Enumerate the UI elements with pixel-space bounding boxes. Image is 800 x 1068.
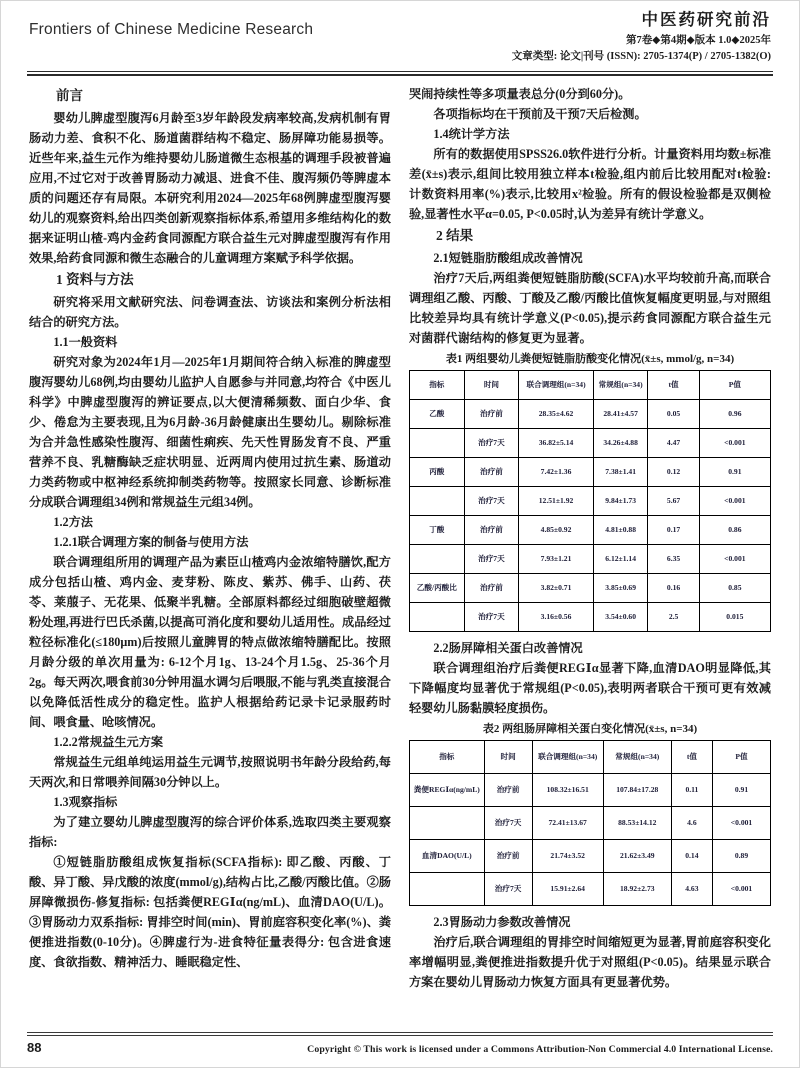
table-row	[410, 486, 771, 515]
footer-row	[27, 1040, 773, 1055]
table-cell: 0.91	[713, 773, 771, 806]
paragraph: ①短链脂肪酸组成恢复指标(SCFA指标): 即乙酸、丙酸、丁酸、异丁酸、异戊酸的浓度(mmol/g),结构占比,乙酸/丙酸比值。②肠屏障微损伤-修复指标: 包括粪便REGⅠα(ng/mL)、血清DAO(U/L)。③胃肠动力双系指标: 胃排空时间(min)、胃前庭容积变化率(%)、粪便推进指数(0-10分)。④脾虚行为-进食特征量表得分: 包含进食速度、食欲指数、精神活力、睡眠稳定性、	[29, 854, 391, 969]
table-cell: 6.12±1.14	[593, 544, 648, 573]
table-cell: 108.32±16.51	[532, 773, 603, 806]
table-cell: 28.41±4.57	[593, 399, 648, 428]
table-cell: 15.91±2.64	[532, 872, 603, 905]
table-cell: 治疗7天	[464, 544, 519, 573]
paragraph: 治疗后,联合调理组的胃排空时间缩短更为显著,胃前庭容积变化率增幅明显,粪便推进指数提升优于对照组(P<0.05)。结果显示联合方案在婴幼儿胃肠动力恢复方面具有更显著优势。	[409, 934, 771, 989]
column-header: 指标	[410, 370, 465, 399]
page-header	[1, 1, 799, 65]
paragraph: 联合调理组所用的调理产品为素臣山楂鸡内金浓缩特膳饮,配方成分包括山楂、鸡内金、麦芽粉、陈皮、紫苏、佛手、山药、茯苓、莱菔子、无花果、低聚半乳糖。全部原料都经过细胞破壁超微粉处理,再进行巴氏杀菌,以提高可消化度和婴幼儿适用性。成品经过粒径标准化(≤180μm)后按照儿童脾胃的特点做浓缩特膳配比。按照月龄分级的单次用量为: 6-12个月1g、13-24个月1.5g、25-36个月2g。每天两次,喂食前30分钟用温水调匀后喂服,不能与乳类直接混合以免降低活性成分的稳定性。监护人根据给药记录卡记录服药时间、喂食量、呛咳情况。	[29, 554, 391, 729]
table-cell: 2.5	[648, 602, 699, 631]
paragraph: 治疗7天后,两组粪便短链脂肪酸(SCFA)水平均较前升高,而联合调理组乙酸、丙酸、丁酸及乙酸/丙酸比值恢复幅度更明显,与对照组比较差异均具有统计学意义(P<0.05),提示药食同源配方联合益生元对菌群代谢结构的修复更为显著。	[409, 270, 771, 345]
paragraph: 为了建立婴幼儿脾虚型腹泻的综合评价体系,选取四类主要观察指标:	[29, 814, 391, 849]
table-cell: 21.62±3.49	[603, 839, 671, 872]
column-header: P值	[713, 740, 771, 773]
table-cell: 治疗7天	[464, 428, 519, 457]
table-caption: 表1 两组婴幼儿粪便短链脂肪酸变化情况(x̄±s, mmol/g, n=34)	[445, 352, 735, 365]
page-number: 88	[27, 1040, 42, 1055]
table-cell: 4.47	[648, 428, 699, 457]
table-cell: 治疗前	[464, 399, 519, 428]
table-cell: 丙酸	[410, 457, 465, 486]
right-column	[409, 84, 771, 1022]
table-row	[410, 428, 771, 457]
table-row	[410, 544, 771, 573]
table-cell: 3.82±0.71	[519, 573, 594, 602]
table-cell: 34.26±4.88	[593, 428, 648, 457]
column-header: 常规组(n=34)	[603, 740, 671, 773]
table-cell: 治疗前	[484, 773, 532, 806]
table-cell: 治疗7天	[484, 872, 532, 905]
subsection-heading: 2.2肠屏障相关蛋白改善情况	[433, 640, 583, 655]
table-row	[410, 872, 771, 905]
table-cell: 0.86	[699, 515, 770, 544]
column-header: 时间	[464, 370, 519, 399]
column-header: 指标	[410, 740, 485, 773]
table-cell: 3.54±0.60	[593, 602, 648, 631]
column-header: t值	[671, 740, 712, 773]
table-cell	[410, 872, 485, 905]
table-cell: 0.015	[699, 602, 770, 631]
table-cell: 7.38±1.41	[593, 457, 648, 486]
table-cell: 88.53±14.12	[603, 806, 671, 839]
section-heading: 前言	[56, 87, 83, 103]
subsection-heading: 1.3观察指标	[53, 794, 118, 809]
journal-title-en: Frontiers of Chinese Medicine Research	[29, 21, 314, 38]
paragraph: 所有的数据使用SPSS26.0软件进行分析。计量资料用均数±标准差(x̄±s)表示,组间比较用独立样本t检验,组内前后比较用配对t检验: 计数资料用率(%)表示,比较用x²检验。所有的假设检验都是双侧检验,显著性水平α=0.05, P<0.05时,认为差异有统计学意义。	[409, 146, 771, 221]
table-cell: 4.85±0.92	[519, 515, 594, 544]
subsection-heading: 1.2.1联合调理方案的制备与使用方法	[53, 534, 249, 549]
table-cell: 治疗7天	[484, 806, 532, 839]
table-cell: 36.82±5.14	[519, 428, 594, 457]
column-header: 时间	[484, 740, 532, 773]
table-cell	[410, 806, 485, 839]
section-heading: 2 结果	[436, 227, 474, 243]
table-cell: 9.84±1.73	[593, 486, 648, 515]
column-header: P值	[699, 370, 770, 399]
table-cell: 0.05	[648, 399, 699, 428]
table-cell	[410, 428, 465, 457]
table-header-row	[410, 370, 771, 399]
table-cell: 4.6	[671, 806, 712, 839]
column-header: 常规组(n=34)	[593, 370, 648, 399]
table-cell: 治疗前	[464, 515, 519, 544]
table-row	[410, 457, 771, 486]
paragraph: 联合调理组治疗后粪便REGⅠα显著下降,血清DAO明显降低,其下降幅度均显著优于常规组(P<0.05),表明两者联合干预可更有效减轻婴幼儿肠黏膜轻度损伤。	[409, 660, 771, 715]
table-cell: 0.12	[648, 457, 699, 486]
table-cell: <0.001	[699, 544, 770, 573]
table-cell: <0.001	[713, 872, 771, 905]
table-cell: 0.91	[699, 457, 770, 486]
paragraph-continued: 哭闹持续性等多项量表总分(0分到60分)。	[409, 86, 631, 101]
paragraph: 各项指标均在干预前及干预7天后检测。	[433, 106, 647, 121]
table-cell: 治疗前	[464, 457, 519, 486]
table-cell: 乙酸/丙酸比	[410, 573, 465, 602]
table-row	[410, 806, 771, 839]
table-cell	[410, 486, 465, 515]
paragraph: 婴幼儿脾虚型腹泻6月龄至3岁年龄段发病率较高,发病机制有胃肠动力差、食积不化、肠道菌群结构不稳定、肠屏障功能易损等。近些年来,益生元作为维持婴幼儿肠道微生态根基的调理手段被普遍应用,不过它对于改善胃肠动力减退、进食不佳、腹泻频仍等脾虚本质的问题还存有局限。本研究利用2024—2025年68例脾虚型腹泻婴幼儿的观察资料,给出四类创新观察指标体系,希望用多维结构化的数据来证明山楂-鸡内金药食同源配方联合益生元对脾虚型腹泻有作用效果,给药食同源和微生态融合的儿童调理方案赋予科学依据。	[29, 110, 391, 265]
table-cell: 28.35±4.62	[519, 399, 594, 428]
table-cell: 3.85±0.69	[593, 573, 648, 602]
subsection-heading: 2.1短链脂肪酸组成改善情况	[433, 250, 583, 265]
subsection-heading: 1.2.2常规益生元方案	[53, 734, 164, 749]
page-footer	[27, 1032, 773, 1055]
footer-divider	[27, 1032, 773, 1036]
table-cell: 7.42±1.36	[519, 457, 594, 486]
table-cell: 4.81±0.88	[593, 515, 648, 544]
paragraph: 研究对象为2024年1月—2025年1月期间符合纳入标准的脾虚型腹泻婴幼儿68例,均由婴幼儿监护人自愿参与并同意,均符合《中医儿科学》中脾虚型腹泻的辨证要点,以大便清稀频数、面白少华、食少、倦怠为主要表现,且为6月龄-36月龄健康出生婴幼儿。剔除标准为合并急性感染性腹泻、细菌性痢疾、先天性胃肠发育不良、严重营养不良、乳糖酶缺乏症状明显、近两周内使用过抗生素、肠道动力类药物或中枢神经系统抑制类药物等。按照家长同意、诊断标准分成联合调理组34例和常规益生元组34例。	[29, 354, 391, 509]
table-cell: 治疗7天	[464, 486, 519, 515]
copyright-notice: Copyright © This work is licensed under a Commons Attribution-Non Commercial 4.0 International License.	[307, 1044, 773, 1055]
table-row	[410, 602, 771, 631]
table-cell: 18.92±2.73	[603, 872, 671, 905]
table-cell: 5.67	[648, 486, 699, 515]
article-body	[1, 76, 799, 1022]
subsection-heading: 1.4统计学方法	[433, 126, 510, 141]
table-cell	[410, 602, 465, 631]
table-cell: 6.35	[648, 544, 699, 573]
table-cell: 0.17	[648, 515, 699, 544]
subsection-heading: 1.1一般资料	[53, 334, 118, 349]
table-cell: 107.84±17.28	[603, 773, 671, 806]
journal-title-cn: 中医药研究前沿	[641, 10, 771, 29]
table-cell: 12.51±1.92	[519, 486, 594, 515]
table-row	[410, 773, 771, 806]
section-heading: 1 资料与方法	[56, 271, 134, 287]
table-header-row	[410, 740, 771, 773]
left-column	[29, 84, 391, 1022]
table-cell: 0.85	[699, 573, 770, 602]
table-row	[410, 399, 771, 428]
table-cell: 7.93±1.21	[519, 544, 594, 573]
table-row	[410, 573, 771, 602]
table-cell: 乙酸	[410, 399, 465, 428]
table-cell: 0.16	[648, 573, 699, 602]
table2	[409, 740, 771, 906]
table-cell: 21.74±3.52	[532, 839, 603, 872]
table-cell: 0.11	[671, 773, 712, 806]
table1	[409, 370, 771, 632]
journal-info-block	[512, 9, 771, 65]
table-cell	[410, 544, 465, 573]
table-cell: 丁酸	[410, 515, 465, 544]
paragraph: 研究将采用文献研究法、问卷调查法、访谈法和案例分析法相结合的研究方法。	[29, 294, 391, 329]
column-header: 联合调理组(n=34)	[532, 740, 603, 773]
column-header: t值	[648, 370, 699, 399]
column-header: 联合调理组(n=34)	[519, 370, 594, 399]
table-cell: 3.16±0.56	[519, 602, 594, 631]
subsection-heading: 2.3胃肠动力参数改善情况	[433, 914, 571, 929]
table-cell: 4.63	[671, 872, 712, 905]
issn-line: 文章类型: 论文|刊号 (ISSN): 2705-1374(P) / 2705-1382(O)	[511, 51, 771, 63]
table-cell: <0.001	[699, 486, 770, 515]
table-cell: 治疗前	[484, 839, 532, 872]
table-row	[410, 515, 771, 544]
paragraph: 常规益生元组单纯运用益生元调节,按照说明书年龄分段给药,每天两次,和日常喂养间隔30分钟以上。	[29, 754, 391, 789]
table-caption: 表2 两组肠屏障相关蛋白变化情况(x̄±s, n=34)	[482, 722, 698, 735]
table-row	[410, 839, 771, 872]
table-cell: 0.89	[713, 839, 771, 872]
table-cell: 血清DAO(U/L)	[410, 839, 485, 872]
table-cell: 治疗7天	[464, 602, 519, 631]
table-cell: 治疗前	[464, 573, 519, 602]
table-cell: 0.96	[699, 399, 770, 428]
table-cell: 72.41±13.67	[532, 806, 603, 839]
subsection-heading: 1.2方法	[53, 514, 93, 529]
table-cell: 粪便REGⅠα(ng/mL)	[410, 773, 485, 806]
table-cell: <0.001	[713, 806, 771, 839]
table-cell: 0.14	[671, 839, 712, 872]
issue-volume-line: 第7卷◆第4期◆版本 1.0◆2025年	[626, 35, 771, 47]
table-cell: <0.001	[699, 428, 770, 457]
